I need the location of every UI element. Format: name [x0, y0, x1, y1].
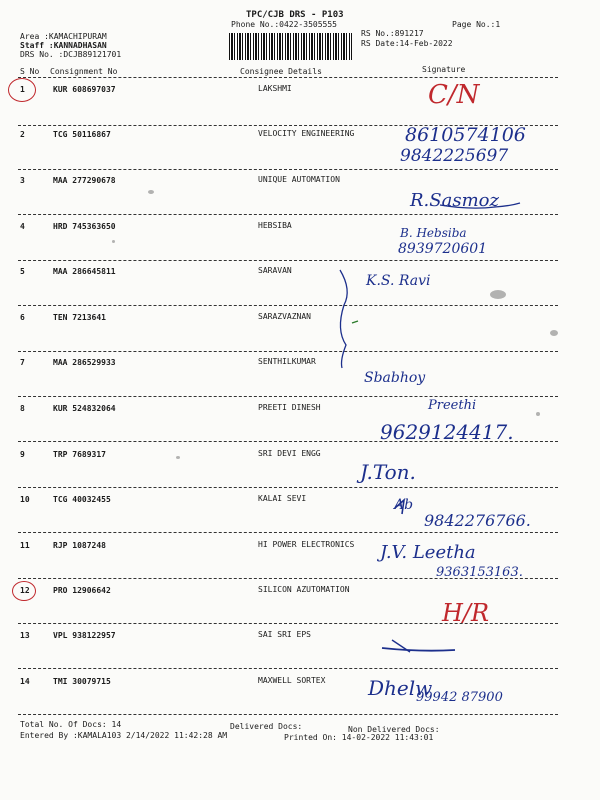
row-consignee: SAI SRI EPS — [258, 630, 311, 639]
row-consignee: VELOCITY ENGINEERING — [258, 129, 355, 138]
col-consignee: Consignee Details — [240, 67, 322, 76]
handwritten-phone: 9629124417. — [380, 420, 514, 444]
document-title: TPC/CJB DRS - P103 — [246, 10, 344, 20]
drs-number: DRS No. :DCJB89121701 — [20, 50, 122, 59]
page-number: Page No.:1 — [452, 20, 501, 29]
row-sno: 4 — [20, 222, 25, 231]
handwritten-hr: H/R — [442, 599, 490, 627]
row-sno: 14 — [20, 677, 30, 686]
row-consignment: MAA 277290678 — [53, 176, 116, 185]
delivered-docs: Delivered Docs: — [230, 722, 303, 731]
row-consignment: HRD 745363650 — [53, 222, 116, 231]
row-sno: 2 — [20, 130, 25, 139]
row-consignment: TCG 50116867 — [53, 130, 111, 139]
handwritten-signature: J.V. Leetha — [380, 542, 476, 563]
row-consignee: SARAZVAZNAN — [258, 312, 311, 321]
row-sno: 5 — [20, 267, 25, 276]
handwritten-signature: Ab — [394, 497, 414, 513]
row-consignee: HEBSIBA — [258, 221, 292, 230]
row-sno: 11 — [20, 541, 30, 550]
row-sno: 6 — [20, 313, 25, 322]
row-sno: 13 — [20, 631, 30, 640]
row-consignment: KUR 608697037 — [53, 85, 116, 94]
row-sno: 9 — [20, 450, 25, 459]
handwritten-phone: 8939720601 — [398, 241, 488, 257]
handwritten-signature: Dhelw — [368, 676, 433, 700]
row-consignment: KUR 524832064 — [53, 404, 116, 413]
row-consignment: RJP 1087248 — [53, 541, 106, 550]
phone-number: Phone No.:0422-3505555 — [231, 20, 337, 29]
row-consignee: LAKSHMI — [258, 84, 292, 93]
row-consignee: UNIQUE AUTOMATION — [258, 175, 340, 184]
staff: Staff :KANNADHASAN — [20, 41, 107, 50]
row-consignment: VPL 938122957 — [53, 631, 116, 640]
row-consignee: MAXWELL SORTEX — [258, 676, 326, 685]
handwritten-phone: 9363153163. — [436, 565, 523, 580]
handwritten-signature: K.S. Ravi — [366, 273, 431, 289]
row-consignee: KALAI SEVI — [258, 494, 307, 503]
scan-speck — [176, 456, 180, 459]
non-delivered-docs: Non Delivered Docs: — [348, 725, 440, 734]
row-consignee: SILICON AZUTOMATION — [258, 585, 350, 594]
row-consignment: MAA 286645811 — [53, 267, 116, 276]
row-consignee: SRI DEVI ENGG — [258, 449, 321, 458]
row-sno: 12 — [20, 586, 30, 595]
scan-speck — [490, 290, 506, 299]
scan-speck — [112, 240, 115, 243]
row-consignee: SARAVAN — [258, 266, 292, 275]
area: Area :KAMACHIPURAM — [20, 32, 107, 41]
col-signature: Signature — [422, 65, 466, 74]
handwritten-phone: 9842276766. — [424, 511, 531, 530]
row-consignment: TEN 7213641 — [53, 313, 106, 322]
row-sno: 3 — [20, 176, 25, 185]
handwritten-cn: C/N — [428, 80, 480, 110]
row-consignee: HI POWER ELECTRONICS — [258, 540, 355, 549]
row-sno: 1 — [20, 85, 25, 94]
row-consignment: TCG 40032455 — [53, 495, 111, 504]
rs-number: RS No.:891217 — [361, 29, 424, 38]
row-consignment: TRP 7689317 — [53, 450, 106, 459]
handwritten-signature: Sbabhoy — [364, 370, 426, 386]
handwritten-signature: J.Ton. — [360, 460, 416, 484]
row-consignment: MAA 286529933 — [53, 358, 116, 367]
row-sno: 8 — [20, 404, 25, 413]
handwritten-signature: Preethi — [428, 398, 477, 413]
row-sno: 7 — [20, 358, 25, 367]
handwritten-name: B. Hebsiba — [400, 226, 467, 240]
row-sno: 10 — [20, 495, 30, 504]
row-consignment: TMI 30079715 — [53, 677, 111, 686]
col-consignment: Consignment No — [50, 67, 118, 76]
printed-on: Printed On: 14-02-2022 11:43:01 — [284, 733, 434, 742]
row-consignee: PREETI DINESH — [258, 403, 321, 412]
entered-by: Entered By :KAMALA103 2/14/2022 11:42:28 AM — [20, 731, 228, 740]
col-sno: S No — [20, 67, 40, 76]
row-consignee: SENTHILKUMAR — [258, 357, 316, 366]
scan-speck — [536, 412, 540, 416]
scan-speck — [550, 330, 558, 336]
scan-speck — [148, 190, 154, 194]
handwritten-phone: 99942 87900 — [416, 690, 503, 705]
handwritten-signature: R.Sasmoz — [410, 190, 499, 211]
rs-date: RS Date:14-Feb-2022 — [361, 39, 453, 48]
handwritten-phone: 9842225697 — [400, 146, 509, 166]
row-consignment: PRO 12906642 — [53, 586, 111, 595]
total-docs: Total No. Of Docs: 14 — [20, 720, 122, 729]
handwritten-phone: 8610574106 — [405, 124, 526, 146]
